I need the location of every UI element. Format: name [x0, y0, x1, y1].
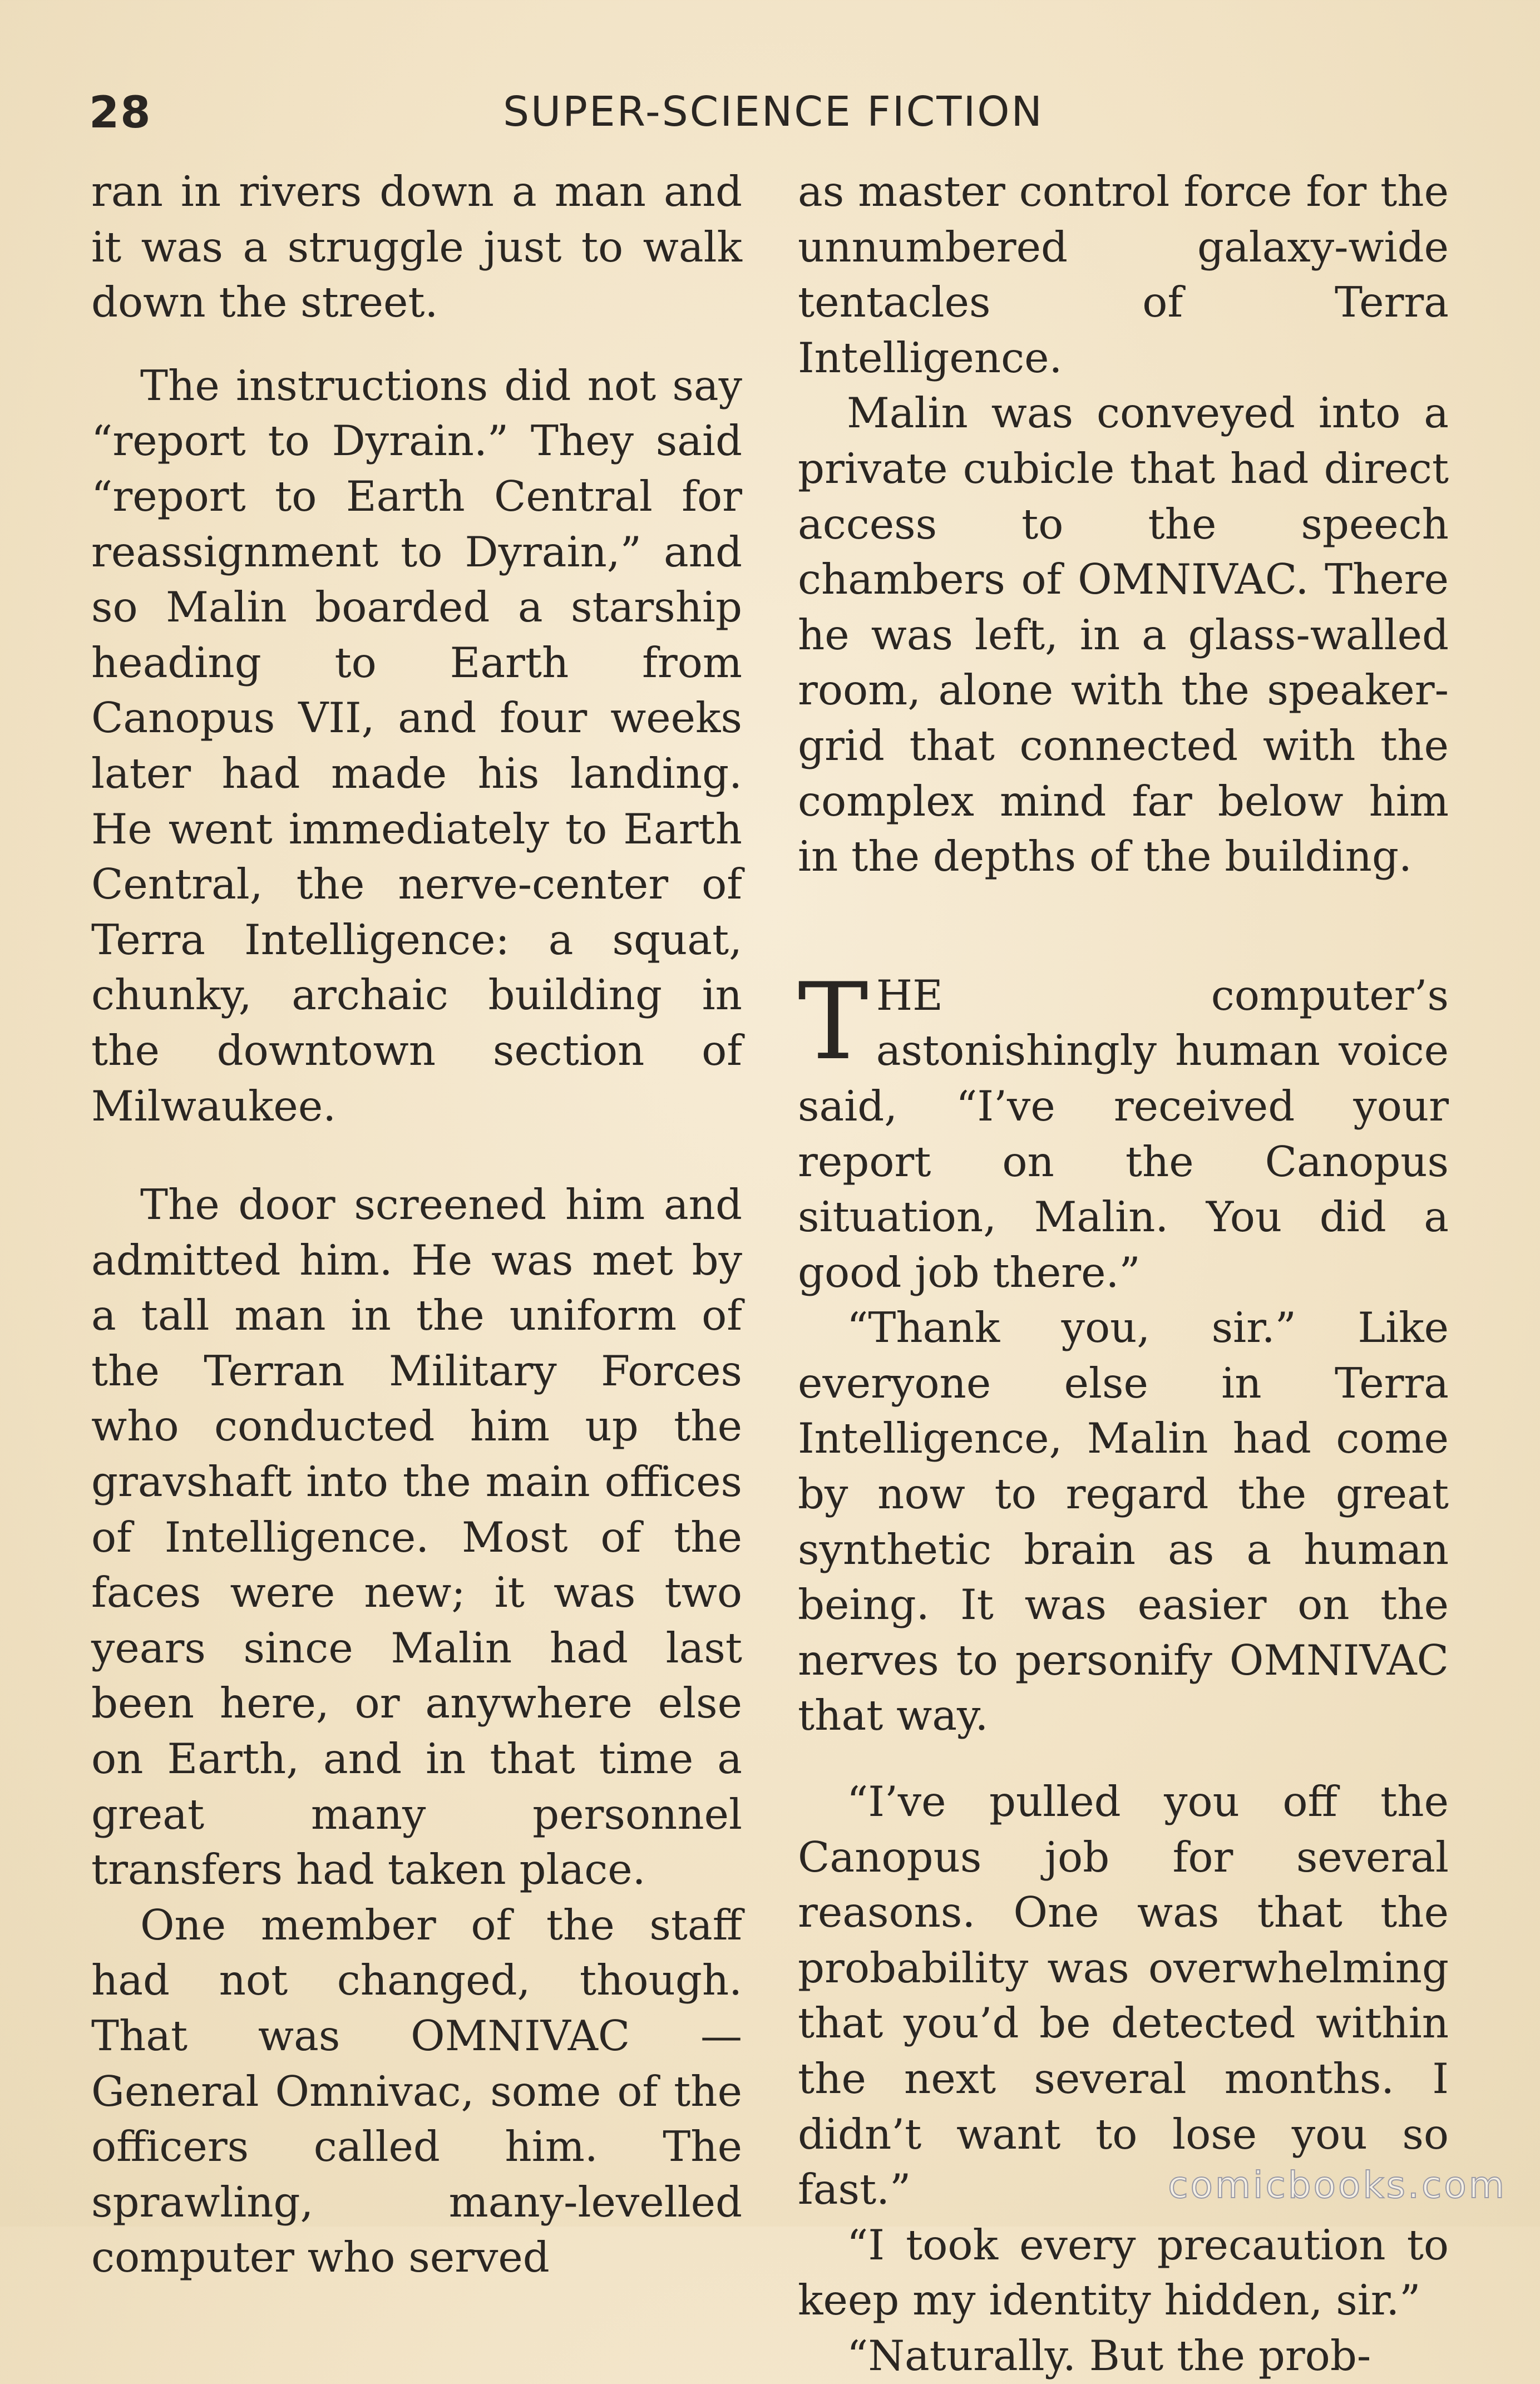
paragraph: “Naturally. But the prob-	[847, 2331, 1371, 2380]
section-opening-paragraph	[798, 960, 1449, 1301]
paragraph: The door screened him and admitted him. He was met by a tall man in the uniform of the Terran Military Forces who conducted him up the gravshaft into the main offices of Intelligence. Most of the faces were new; it was two years since Malin had last been here, or anywhere else on Earth, and in that time a great many personnel transfers had taken place.	[91, 1180, 742, 1894]
page-number: 28	[89, 88, 152, 138]
right-column	[798, 164, 1449, 2384]
paragraph-text: HE computer’s astonishingly human voice said, “I’ve received your report on the Canopus situation, Malin. You did a good job there.”	[798, 970, 1449, 1297]
paragraph: ran in rivers down a man and it was a struggle just to walk down the street.	[91, 167, 742, 327]
paragraph: “Thank you, sir.” Like everyone else in Terra Intelligence, Malin had come by now to regard the great synthetic brain as a human being. It was easier on the nerves to personify OMNIVAC that way.	[798, 1303, 1449, 1740]
running-head: SUPER-SCIENCE FICTION	[503, 88, 1044, 136]
drop-cap: T	[798, 960, 868, 1083]
paragraph: Malin was conveyed into a private cubicle that had direct access to the speech chambers of OMNIVAC. There he was left, in a glass-walled room, alone with the speaker-grid that connected with the complex mind far below him in the depths of the building.	[798, 388, 1449, 881]
watermark: comicbooks.com	[1168, 2164, 1507, 2207]
paragraph: The instructions did not say “report to Dyrain.” They said “report to Earth Central for reassignment to Dyrain,” and so Malin boarded a starship heading to Earth from Canopus VII, and four weeks later had made his landing. He went immediately to Earth Central, the nerve-center of Terra Intelligence: a squat, chunky, archaic building in the downtown section of Milwaukee.	[91, 361, 742, 1131]
paragraph: “I’ve pulled you off the Canopus job for several reasons. One was that the probability was overwhelming that you’d be detected within the next several months. I didn’t want to lose you so fast.”	[798, 1777, 1449, 2214]
paragraph: as master control force for the unnumbered galaxy-wide tentacles of Terra Intelligence.	[798, 167, 1449, 382]
left-column	[91, 164, 742, 2286]
paragraph: One member of the staff had not changed, though. That was OMNIVAC — General Omnivac, some of the officers called him. The sprawling, many-levelled computer who served	[91, 1900, 742, 2282]
paragraph: “I took every precaution to keep my identity hidden, sir.”	[798, 2220, 1449, 2325]
